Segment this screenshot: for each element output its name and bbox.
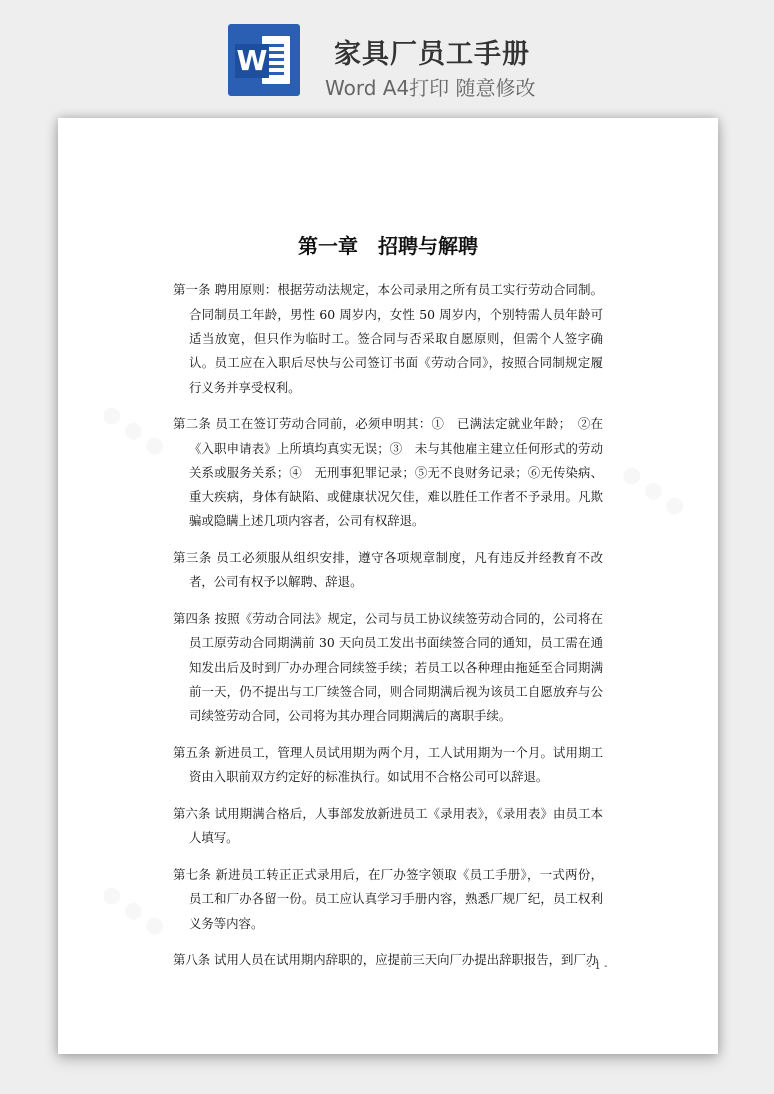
article-paragraph: 第二条 员工在签订劳动合同前，必须申明其：① 已满法定就业年龄； ②在《入职申请表》上所填均真实无误；③ 未与其他雇主建立任何形式的劳动关系或服务关系；④ 无刑事犯罪记录；⑤无不良财务记录；⑥无传染病、重大疾病，身体有缺陷、或健康状况欠佳，难以胜任工作者不予录用。凡欺骗或隐瞒上述几项内容者，公司有权辞退。 — [173, 416, 603, 529]
document-page — [58, 118, 718, 1054]
article-paragraph: 第四条 按照《劳动合同法》规定，公司与员工协议续签劳动合同的，公司将在员工原劳动合同期满前 30 天向员工发出书面续签合同的通知，员工需在通知发出后及时到厂办办理合同续签手续；若员工以各种理由拖延至合同期满前一天，仍不提出与工厂续签合同，则合同期满后视为该员工自愿放弃与公司续签劳动合同，公司将为其办理合同期满后的离职手续。 — [173, 611, 603, 724]
logo-letter: W — [236, 44, 268, 77]
articles-body — [173, 266, 603, 981]
article-paragraph: 第六条 试用期满合格后，人事部发放新进员工《录用表》，《录用表》由员工本人填写。 — [173, 805, 603, 846]
article-paragraph: 第八条 试用人员在试用期内辞职的，应提前三天向厂办提出辞职报告，到厂办 — [173, 952, 599, 968]
chapter-title: 第一章 招聘与解聘 — [298, 234, 478, 258]
word-logo-icon — [228, 24, 300, 96]
watermark-graphic: ● ● ● — [97, 879, 171, 942]
header-banner — [0, 0, 774, 118]
article-paragraph: 第一条 聘用原则：根据劳动法规定，本公司录用之所有员工实行劳动合同制。合同制员工年龄，男性 60 周岁内，女性 50 周岁内，个别特需人员年龄可适当放宽，但只作为临时工。签合同与否采取自愿原则，但需个人签字确认。员工应在入职后尽快与公司签订书面《劳动合同》，按照合同制规定履行义务并享受权利。 — [173, 282, 603, 395]
watermark-graphic: ● ● ● — [97, 399, 171, 462]
watermark-graphic: ● ● ● — [617, 459, 691, 522]
article-paragraph: 第七条 新进员工转正正式录用后，在厂办签字领取《员工手册》，一式两份，员工和厂办各留一份。员工应认真学习手册内容，熟悉厂规厂纪，员工权利义务等内容。 — [173, 866, 603, 931]
page-number: - 1 - — [588, 961, 608, 972]
article-paragraph: 第三条 员工必须服从组织安排，遵守各项规章制度，凡有违反并经教育不改者，公司有权予以解聘、辞退。 — [173, 550, 603, 590]
banner-subtitle: Word A4打印 随意修改 — [325, 76, 536, 100]
banner-title: 家具厂员工手册 — [334, 39, 530, 70]
article-paragraph: 第五条 新进员工，管理人员试用期为两个月，工人试用期为一个月。试用期工资由入职前双方约定好的标准执行。如试用不合格公司可以辞退。 — [173, 745, 603, 785]
